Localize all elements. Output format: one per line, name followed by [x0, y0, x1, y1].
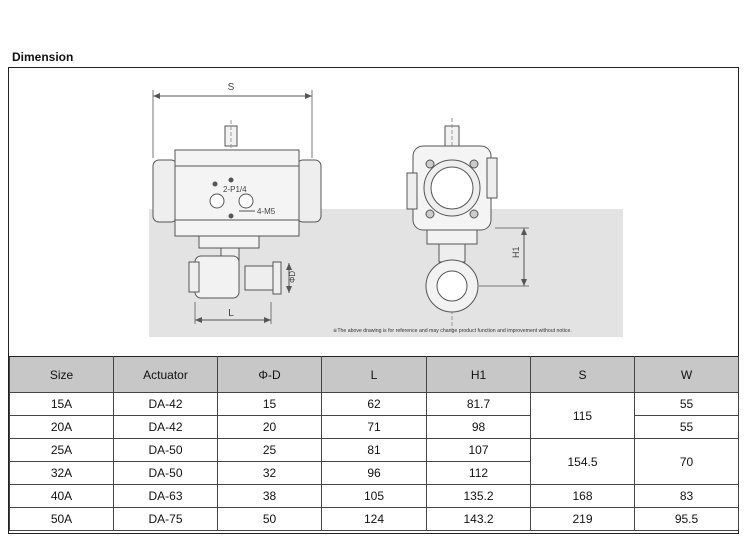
cell-s: 115	[531, 393, 635, 439]
dim-label-s: S	[227, 82, 235, 93]
table-header-row	[10, 357, 739, 393]
cell-actuator: DA-50	[114, 439, 218, 462]
cell-l: 62	[322, 393, 427, 416]
cell-s: 168	[531, 485, 635, 508]
cell-actuator: DA-50	[114, 462, 218, 485]
cell-size: 20A	[10, 416, 114, 439]
drawing-note: ※The above drawing is for reference and may change product function and improvement without notice.	[333, 328, 572, 334]
header-w: W	[635, 357, 739, 393]
cell-h1: 98	[427, 416, 531, 439]
header-h1: H1	[427, 357, 531, 393]
cell-l: 105	[322, 485, 427, 508]
cell-size: 25A	[10, 439, 114, 462]
cell-phi-d: 32	[218, 462, 322, 485]
header-l: L	[322, 357, 427, 393]
dimension-frame	[8, 67, 739, 534]
cell-s: 154.5	[531, 439, 635, 485]
cell-size: 15A	[10, 393, 114, 416]
dim-label-h1: H1	[511, 246, 521, 258]
cell-l: 71	[322, 416, 427, 439]
cell-phi-d: 25	[218, 439, 322, 462]
cell-phi-d: 50	[218, 508, 322, 531]
cell-actuator: DA-75	[114, 508, 218, 531]
cell-w: 55	[635, 416, 739, 439]
cell-s: 219	[531, 508, 635, 531]
cell-h1: 107	[427, 439, 531, 462]
table-row	[10, 508, 739, 531]
cell-w: 95.5	[635, 508, 739, 531]
cell-h1: 112	[427, 462, 531, 485]
cell-h1: 135.2	[427, 485, 531, 508]
cell-actuator: DA-42	[114, 393, 218, 416]
cell-w: 70	[635, 439, 739, 485]
header-s: S	[531, 357, 635, 393]
cell-w: 83	[635, 485, 739, 508]
cell-size: 32A	[10, 462, 114, 485]
cell-actuator: DA-63	[114, 485, 218, 508]
cell-h1: 81.7	[427, 393, 531, 416]
cell-w: 55	[635, 393, 739, 416]
table-row	[10, 485, 739, 508]
section-title: Dimension	[12, 50, 74, 64]
cell-phi-d: 20	[218, 416, 322, 439]
cell-size: 50A	[10, 508, 114, 531]
port-label: 2-P1/4	[223, 185, 247, 194]
cell-phi-d: 15	[218, 393, 322, 416]
table-row	[10, 439, 739, 462]
cell-h1: 143.2	[427, 508, 531, 531]
cell-actuator: DA-42	[114, 416, 218, 439]
valve-dimension-drawing	[9, 68, 738, 356]
cell-l: 96	[322, 462, 427, 485]
cell-phi-d: 38	[218, 485, 322, 508]
table-row	[10, 393, 739, 416]
header-size: Size	[10, 357, 114, 393]
cell-l: 81	[322, 439, 427, 462]
cell-size: 40A	[10, 485, 114, 508]
cell-l: 124	[322, 508, 427, 531]
dim-label-l: L	[228, 308, 234, 319]
header-phi-d: Φ-D	[218, 357, 322, 393]
dim-label-phi-d: ΦD	[288, 270, 297, 283]
header-actuator: Actuator	[114, 357, 218, 393]
dimension-table	[9, 356, 739, 531]
thread-label: 4-M5	[257, 207, 276, 216]
